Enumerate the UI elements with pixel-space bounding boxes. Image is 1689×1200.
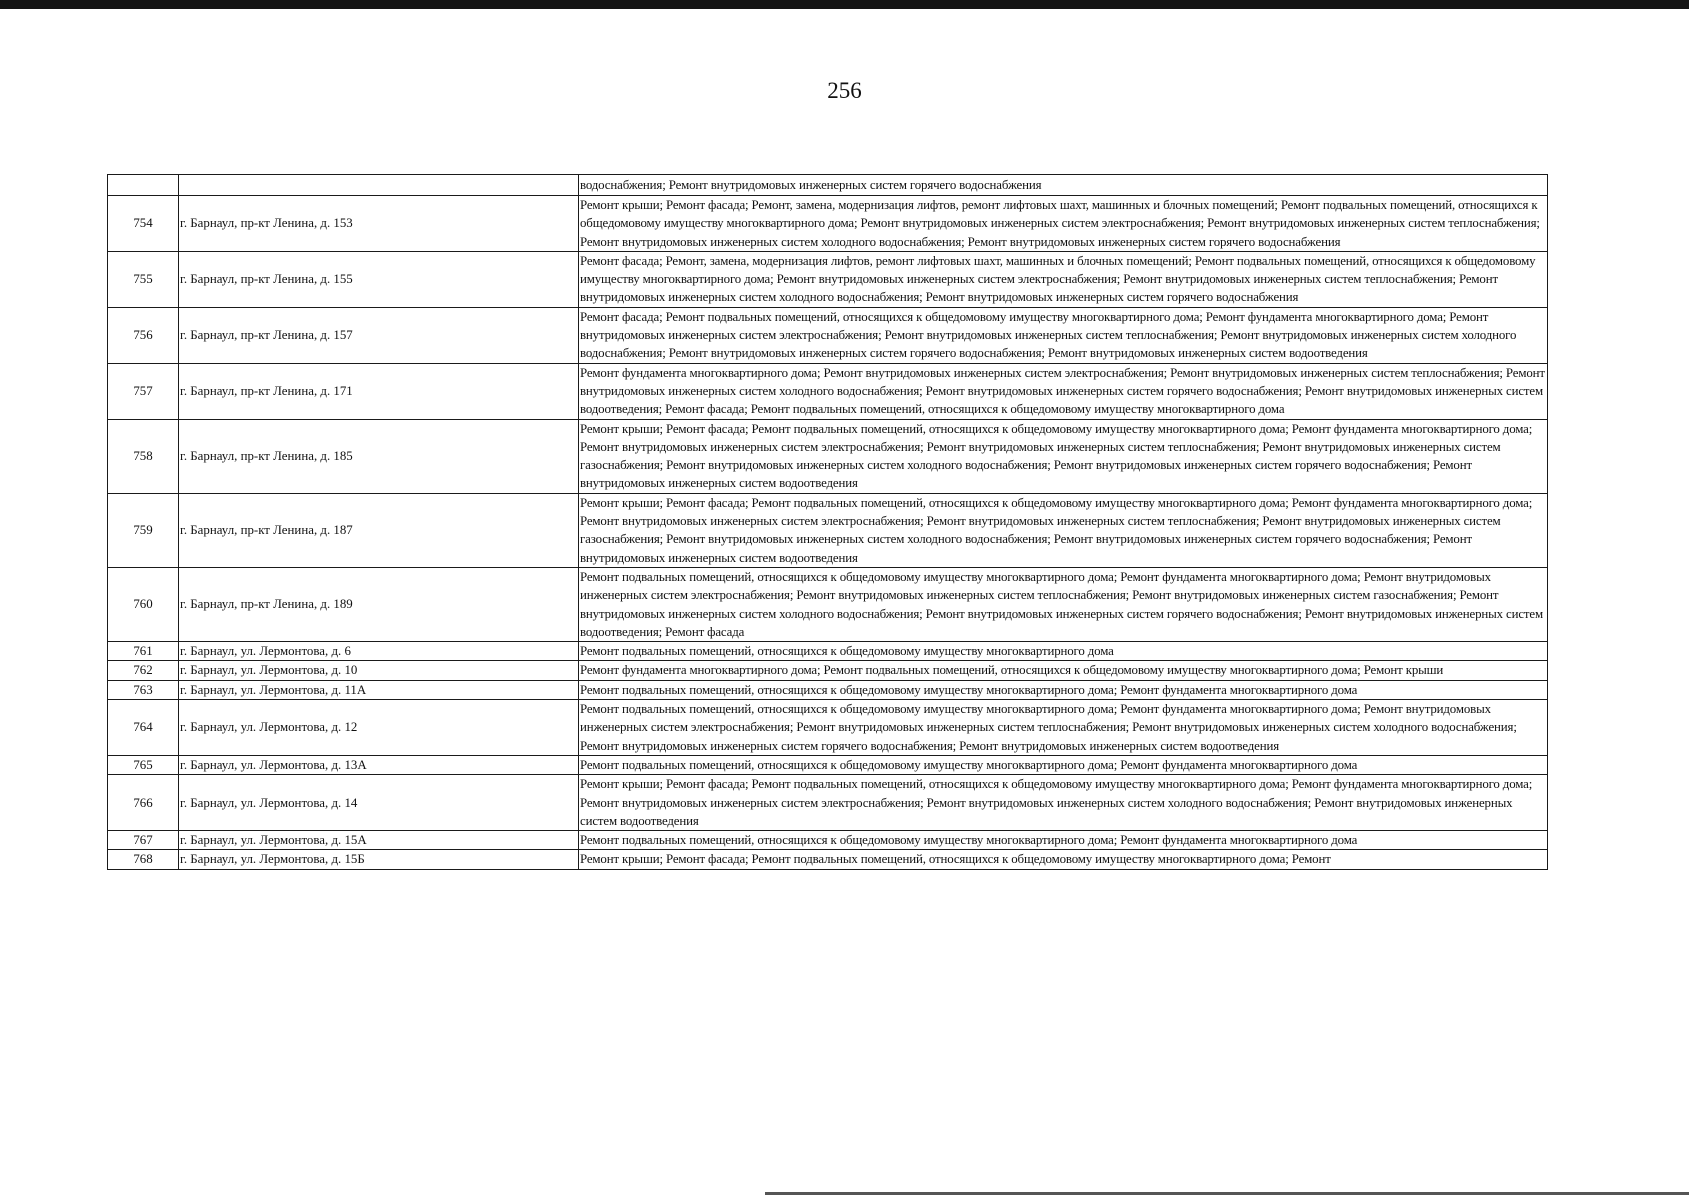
row-number-cell: 766 [108, 775, 179, 831]
works-list-cell: Ремонт подвальных помещений, относящихся к общедомовому имуществу многоквартирного дома; Ремонт фундамента многоквартирного дома [579, 680, 1548, 699]
row-number-cell: 759 [108, 493, 179, 567]
row-number-cell: 768 [108, 850, 179, 869]
table-row [108, 755, 1548, 774]
address-cell: г. Барнаул, пр-кт Ленина, д. 171 [179, 363, 579, 419]
address-cell: г. Барнаул, пр-кт Ленина, д. 185 [179, 419, 579, 493]
continuation-address-cell [179, 175, 579, 196]
page-number: 256 [827, 78, 862, 103]
address-cell: г. Барнаул, пр-кт Ленина, д. 157 [179, 307, 579, 363]
scan-top-border [0, 0, 1689, 9]
row-number-cell: 754 [108, 196, 179, 252]
row-number-cell: 762 [108, 661, 179, 680]
address-cell: г. Барнаул, пр-кт Ленина, д. 155 [179, 251, 579, 307]
row-number-cell: 764 [108, 700, 179, 756]
table-row [108, 775, 1548, 831]
continuation-row [108, 175, 1548, 196]
table-row [108, 831, 1548, 850]
address-cell: г. Барнаул, ул. Лермонтова, д. 15А [179, 831, 579, 850]
table-row [108, 307, 1548, 363]
address-cell: г. Барнаул, ул. Лермонтова, д. 14 [179, 775, 579, 831]
works-list-cell: Ремонт крыши; Ремонт фасада; Ремонт, замена, модернизация лифтов, ремонт лифтовых шахт, машинных и блочных помещений; Ремонт подвальных помещений, относящихся к общедомовому имуществу многоквартирного дома; Ремонт внутридомовых инженерных систем электроснабжения; Ремонт внутридомовых инженерных систем теплоснабжения; Ремонт внутридомовых инженерных систем холодного водоснабжения; Ремонт внутридомовых инженерных систем горячего водоснабжения [579, 196, 1548, 252]
row-number-cell: 755 [108, 251, 179, 307]
works-list-cell: Ремонт крыши; Ремонт фасада; Ремонт подвальных помещений, относящихся к общедомовому имуществу многоквартирного дома; Ремонт фундамента многоквартирного дома; Ремонт внутридомовых инженерных систем электроснабжения; Ремонт внутридомовых инженерных систем холодного водоснабжения; Ремонт внутридомовых инженерных систем водоотведения [579, 775, 1548, 831]
table-row [108, 700, 1548, 756]
works-list-cell: Ремонт фасада; Ремонт, замена, модернизация лифтов, ремонт лифтовых шахт, машинных и блочных помещений; Ремонт подвальных помещений, относящихся к общедомовому имуществу многоквартирного дома; Ремонт внутридомовых инженерных систем электроснабжения; Ремонт внутридомовых инженерных систем теплоснабжения; Ремонт внутридомовых инженерных систем холодного водоснабжения; Ремонт внутридомовых инженерных систем горячего водоснабжения [579, 251, 1548, 307]
works-list-cell: Ремонт фундамента многоквартирного дома; Ремонт внутридомовых инженерных систем электроснабжения; Ремонт внутридомовых инженерных систем теплоснабжения; Ремонт внутридомовых инженерных систем холодного водоснабжения; Ремонт внутридомовых инженерных систем горячего водоснабжения; Ремонт внутридомовых инженерных систем водоотведения; Ремонт фасада; Ремонт подвальных помещений, относящихся к общедомовому имуществу многоквартирного дома [579, 363, 1548, 419]
works-list-cell: Ремонт крыши; Ремонт фасада; Ремонт подвальных помещений, относящихся к общедомовому имуществу многоквартирного дома; Ремонт фундамента многоквартирного дома; Ремонт внутридомовых инженерных систем электроснабжения; Ремонт внутридомовых инженерных систем теплоснабжения; Ремонт внутридомовых инженерных систем газоснабжения; Ремонт внутридомовых инженерных систем холодного водоснабжения; Ремонт внутридомовых инженерных систем горячего водоснабжения; Ремонт внутридомовых инженерных систем водоотведения [579, 493, 1548, 567]
row-number-cell: 767 [108, 831, 179, 850]
works-list-cell: Ремонт подвальных помещений, относящихся к общедомовому имуществу многоквартирного дома [579, 642, 1548, 661]
continuation-works-cell: водоснабжения; Ремонт внутридомовых инженерных систем горячего водоснабжения [579, 175, 1548, 196]
address-cell: г. Барнаул, пр-кт Ленина, д. 187 [179, 493, 579, 567]
row-number-cell: 758 [108, 419, 179, 493]
table-row [108, 680, 1548, 699]
works-list-cell: Ремонт подвальных помещений, относящихся к общедомовому имуществу многоквартирного дома; Ремонт фундамента многоквартирного дома; Ремонт внутридомовых инженерных систем электроснабжения; Ремонт внутридомовых инженерных систем теплоснабжения; Ремонт внутридомовых инженерных систем холодного водоснабжения; Ремонт внутридомовых инженерных систем горячего водоснабжения; Ремонт внутридомовых инженерных систем водоотведения [579, 700, 1548, 756]
address-cell: г. Барнаул, ул. Лермонтова, д. 13А [179, 755, 579, 774]
works-list-cell: Ремонт подвальных помещений, относящихся к общедомовому имуществу многоквартирного дома; Ремонт фундамента многоквартирного дома; Ремонт внутридомовых инженерных систем электроснабжения; Ремонт внутридомовых инженерных систем теплоснабжения; Ремонт внутридомовых инженерных систем газоснабжения; Ремонт внутридомовых инженерных систем холодного водоснабжения; Ремонт внутридомовых инженерных систем горячего водоснабжения; Ремонт внутридомовых инженерных систем водоотведения; Ремонт фасада [579, 567, 1548, 641]
row-number-cell: 760 [108, 567, 179, 641]
row-number-cell: 757 [108, 363, 179, 419]
row-number-cell: 763 [108, 680, 179, 699]
table-row [108, 661, 1548, 680]
row-number-cell: 756 [108, 307, 179, 363]
address-cell: г. Барнаул, пр-кт Ленина, д. 189 [179, 567, 579, 641]
table-row [108, 850, 1548, 869]
address-cell: г. Барнаул, пр-кт Ленина, д. 153 [179, 196, 579, 252]
row-number-cell: 765 [108, 755, 179, 774]
address-cell: г. Барнаул, ул. Лермонтова, д. 15Б [179, 850, 579, 869]
works-list-cell: Ремонт подвальных помещений, относящихся к общедомовому имуществу многоквартирного дома; Ремонт фундамента многоквартирного дома [579, 755, 1548, 774]
address-cell: г. Барнаул, ул. Лермонтова, д. 10 [179, 661, 579, 680]
table-body [108, 175, 1548, 870]
table-row [108, 567, 1548, 641]
works-list-cell: Ремонт крыши; Ремонт фасада; Ремонт подвальных помещений, относящихся к общедомовому имуществу многоквартирного дома; Ремонт фундамента многоквартирного дома; Ремонт внутридомовых инженерных систем электроснабжения; Ремонт внутридомовых инженерных систем теплоснабжения; Ремонт внутридомовых инженерных систем газоснабжения; Ремонт внутридомовых инженерных систем холодного водоснабжения; Ремонт внутридомовых инженерных систем горячего водоснабжения; Ремонт внутридомовых инженерных систем водоотведения [579, 419, 1548, 493]
table-row [108, 196, 1548, 252]
repair-register-table [107, 174, 1548, 870]
address-cell: г. Барнаул, ул. Лермонтова, д. 12 [179, 700, 579, 756]
scan-bottom-line [765, 1192, 1689, 1195]
address-cell: г. Барнаул, ул. Лермонтова, д. 11А [179, 680, 579, 699]
continuation-num-cell [108, 175, 179, 196]
table-row [108, 642, 1548, 661]
works-list-cell: Ремонт подвальных помещений, относящихся к общедомовому имуществу многоквартирного дома; Ремонт фундамента многоквартирного дома [579, 831, 1548, 850]
table-row [108, 251, 1548, 307]
table-row [108, 419, 1548, 493]
works-list-cell: Ремонт крыши; Ремонт фасада; Ремонт подвальных помещений, относящихся к общедомовому имуществу многоквартирного дома; Ремонт [579, 850, 1548, 869]
address-cell: г. Барнаул, ул. Лермонтова, д. 6 [179, 642, 579, 661]
table-row [108, 363, 1548, 419]
works-list-cell: Ремонт фасада; Ремонт подвальных помещений, относящихся к общедомовому имуществу многоквартирного дома; Ремонт фундамента многоквартирного дома; Ремонт внутридомовых инженерных систем электроснабжения; Ремонт внутридомовых инженерных систем теплоснабжения; Ремонт внутридомовых инженерных систем холодного водоснабжения; Ремонт внутридомовых инженерных систем горячего водоснабжения; Ремонт внутридомовых инженерных систем водоотведения [579, 307, 1548, 363]
row-number-cell: 761 [108, 642, 179, 661]
works-list-cell: Ремонт фундамента многоквартирного дома; Ремонт подвальных помещений, относящихся к общедомовому имуществу многоквартирного дома; Ремонт крыши [579, 661, 1548, 680]
table-row [108, 493, 1548, 567]
